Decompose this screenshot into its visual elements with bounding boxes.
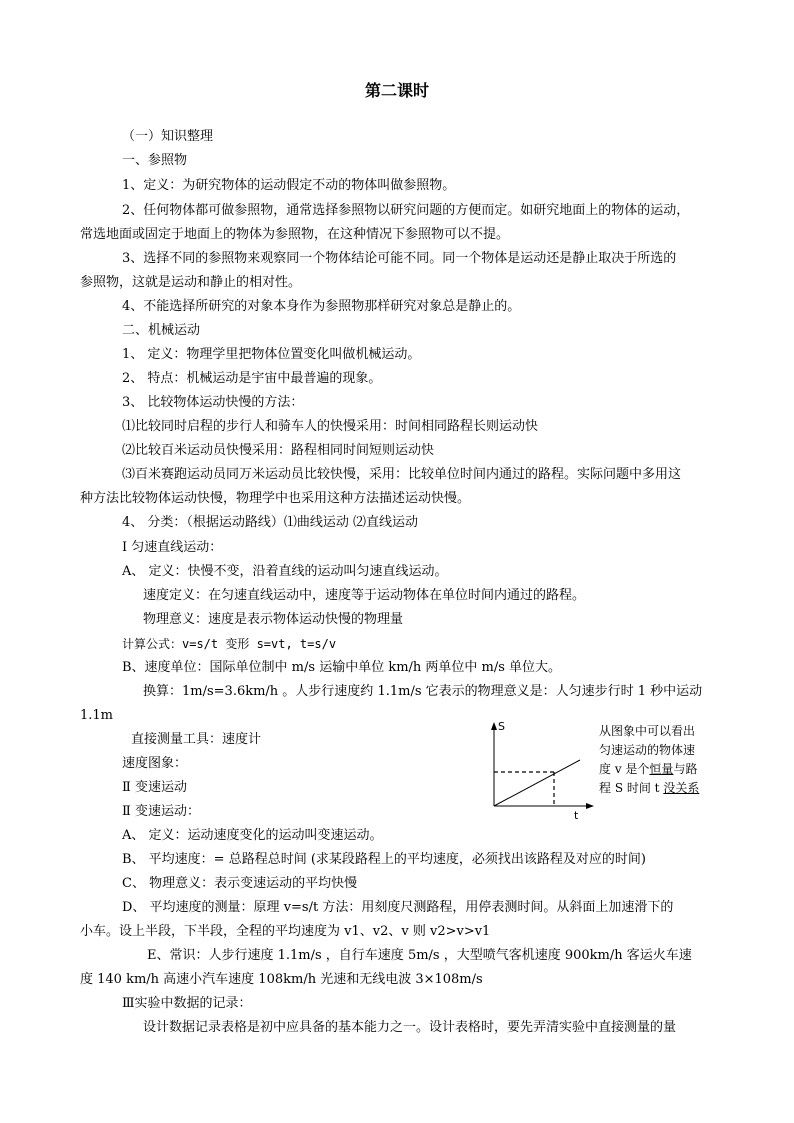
paragraph-line: 小车。设上半段，下半段，全程的平均速度为 v1、v2、v 则 v2>v>v1 bbox=[80, 924, 491, 939]
s-t-graph bbox=[480, 718, 598, 822]
paragraph-line: Ⅰ 匀速直线运动： bbox=[122, 540, 223, 555]
paragraph-line: 4、 分类：（根据运动路线）⑴曲线运动 ⑵直线运动 bbox=[122, 515, 419, 530]
paragraph-line: 直接测量工具：速度计 bbox=[131, 732, 262, 747]
paragraph-line: 4、不能选择所研究的对象本身作为参照物那样研究对象总是静止的。 bbox=[122, 299, 521, 314]
paragraph-line: A、 定义：快慢不变，沿着直线的运动叫匀速直线运动。 bbox=[122, 564, 448, 579]
y-axis-label: S bbox=[498, 720, 505, 733]
paragraph-line: 速度图象： bbox=[122, 756, 188, 771]
paragraph-line: 度 140 km/h 高速小汽车速度 108km/h 光速和无线电波 3×108m/s bbox=[80, 972, 483, 987]
x-axis-label: t bbox=[574, 809, 579, 822]
paragraph-line: Ⅱ 变速运动 bbox=[122, 780, 187, 795]
graph-note-line: 度 v 是个恒量与路 bbox=[599, 762, 698, 776]
section-heading: （一）知识整理 bbox=[122, 129, 214, 144]
x-axis-arrow bbox=[586, 803, 594, 809]
paragraph-line: 设计数据记录表格是初中应具备的基本能力之一。设计表格时，要先弄清实验中直接测量的量 bbox=[143, 1020, 677, 1035]
paragraph-line: E、常识：人步行速度 1.1m/s ，自行车速度 5m/s ，大型喷气客机速度 900km/h 客运火车速 bbox=[147, 948, 692, 963]
graph-note-line: 匀速运动的物体速 bbox=[599, 743, 696, 757]
section-heading: 一、参照物 bbox=[122, 153, 188, 168]
paragraph-line: ⑵比较百米运动员快慢采用：路程相同时间短则运动快 bbox=[122, 443, 435, 458]
paragraph-line: 物理意义：速度是表示物体运动快慢的物理量 bbox=[143, 612, 404, 627]
paragraph-line: 种方法比较物体运动快慢，物理学中也采用这种方法描述运动快慢。 bbox=[80, 491, 471, 506]
graph-note bbox=[599, 722, 729, 798]
section-heading: 二、机械运动 bbox=[122, 323, 201, 338]
paragraph-line: 1、定义：为研究物体的运动假定不动的物体叫做参照物。 bbox=[122, 178, 456, 193]
paragraph-line: ⑴比较同时启程的步行人和骑车人的快慢采用：时间相同路程长则运动快 bbox=[122, 419, 539, 434]
graph-note-line: 从图象中可以看出 bbox=[599, 724, 696, 738]
paragraph-line: B、 平均速度：= 总路程总时间 (求某段路程上的平均速度，必须找出该路程及对应的时间) bbox=[122, 852, 646, 867]
page-title: 第二课时 bbox=[364, 81, 429, 100]
paragraph-line: 2、任何物体都可做参照物，通常选择参照物以研究问题的方便而定。如研究地面上的物体的运动， bbox=[122, 203, 690, 218]
y-axis-arrow bbox=[491, 722, 497, 730]
paragraph-line: C、 物理意义：表示变速运动的平均快慢 bbox=[122, 876, 358, 891]
paragraph-line: 3、选择不同的参照物来观察同一个物体结论可能不同。同一个物体是运动还是静止取决于所选的 bbox=[122, 251, 677, 266]
paragraph-line: D、 平均速度的测量：原理 v=s/t 方法：用刻度尺测路程，用停表测时间。从斜面上加速滑下的 bbox=[122, 900, 674, 915]
paragraph-line: 1、 定义：物理学里把物体位置变化叫做机械运动。 bbox=[122, 347, 421, 362]
paragraph-line: Ⅲ实验中数据的记录： bbox=[122, 996, 252, 1011]
paragraph-line: 换算：1m/s=3.6km/h 。人步行速度约 1.1m/s 它表示的物理意义是：人匀速步行时 1 秒中运动 bbox=[143, 684, 703, 699]
paragraph-line: 1.1m bbox=[80, 708, 114, 723]
paragraph-line: 2、 特点：机械运动是宇宙中最普遍的现象。 bbox=[122, 371, 382, 386]
formula-line: 计算公式：v=s/t 变形 s=vt, t=s/v bbox=[122, 637, 337, 651]
paragraph-line: B、速度单位：国际单位制中 m/s 运输中单位 km/h 两单位中 m/s 单位大。 bbox=[122, 660, 562, 675]
paragraph-line: Ⅱ 变速运动： bbox=[122, 804, 200, 819]
graph-note-line: 程 S 时间 t 没关系 bbox=[599, 781, 700, 795]
s-t-line bbox=[494, 760, 580, 806]
paragraph-line: 速度定义：在匀速直线运动中，速度等于运动物体在单位时间内通过的路程。 bbox=[143, 588, 586, 603]
paragraph-line: 参照物，这就是运动和静止的相对性。 bbox=[80, 275, 302, 290]
paragraph-line: A、 定义：运动速度变化的运动叫变速运动。 bbox=[122, 828, 383, 843]
paragraph-line: 3、 比较物体运动快慢的方法： bbox=[122, 395, 304, 410]
paragraph-line: 常选地面或固定于地面上的物体为参照物，在这种情况下参照物可以不提。 bbox=[80, 227, 510, 242]
paragraph-line: ⑶百米赛跑运动员同万米运动员比较快慢，采用：比较单位时间内通过的路程。实际问题中多用这 bbox=[122, 467, 682, 482]
